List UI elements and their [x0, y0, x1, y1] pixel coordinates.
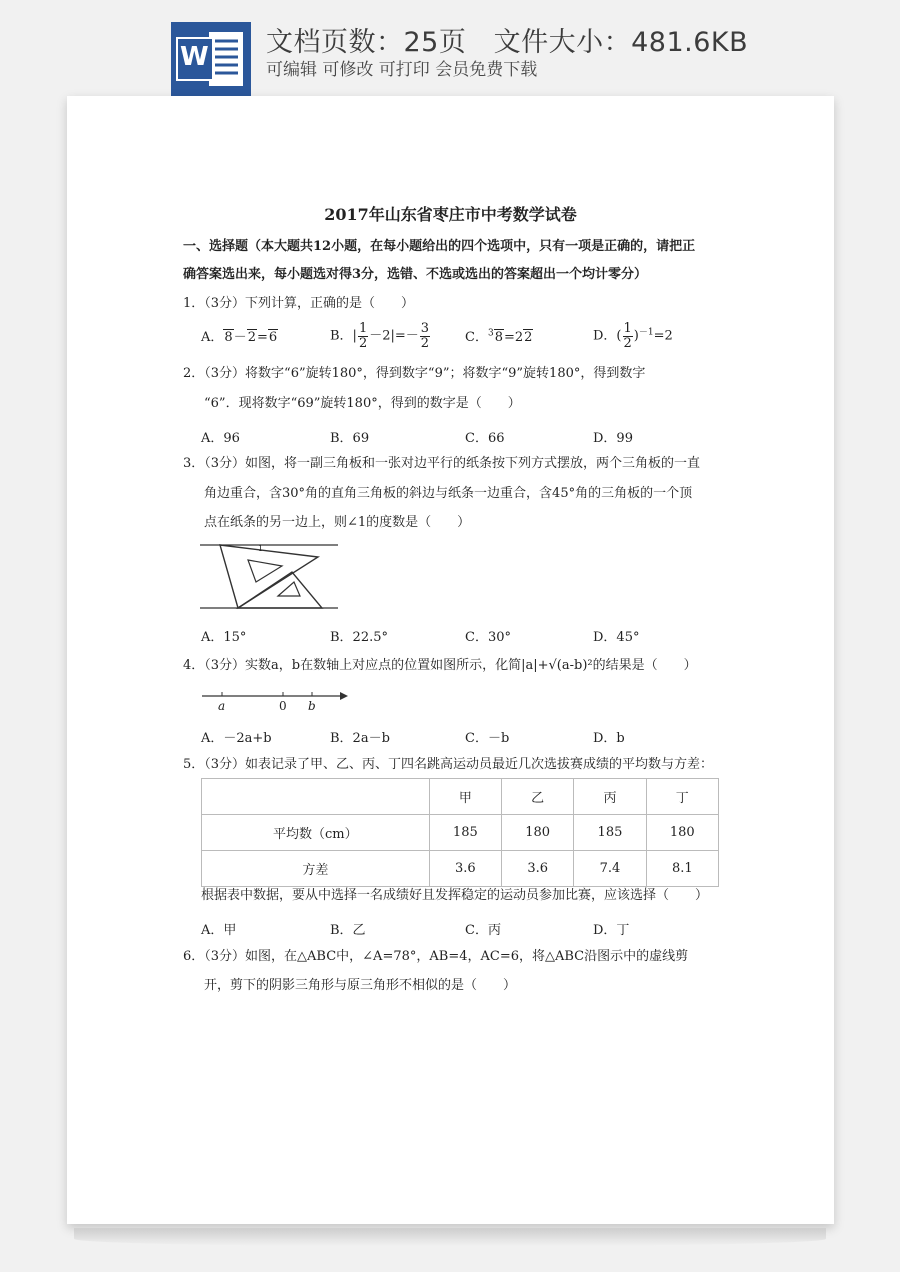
table-cell: 180: [646, 815, 718, 851]
question-2-option-c: C．66: [465, 431, 505, 446]
angle-1-label: 1: [258, 544, 264, 553]
question-2-stem-line2: “6”．现将数字“69”旋转180°，得到的数字是（ ）: [204, 396, 521, 411]
table-header-row: [202, 779, 719, 815]
question-3-option-a: A．15°: [201, 630, 247, 645]
table-cell: 3.6: [502, 851, 574, 887]
question-1-option-b: B．| $\frac{1}{2}$ －2|=－ $\frac{3}{2}$: [330, 321, 430, 351]
number-line-figure: [200, 688, 350, 714]
point-a-label: a: [218, 699, 226, 713]
question-2-stem-line1: 2．（3分）将数字“6”旋转180°，得到数字“9”；将数字“9”旋转180°，得到数字: [183, 366, 646, 381]
table-header-cell: 甲: [429, 779, 501, 815]
question-3-stem-line3: 点在纸条的另一边上，则∠1的度数是（ ）: [204, 515, 471, 530]
origin-label: 0: [279, 699, 287, 713]
table-cell: 180: [502, 815, 574, 851]
table-cell: 平均数（cm）: [202, 815, 430, 851]
file-info-title: 文档页数：25页 文件大小：481.6KB: [266, 27, 749, 58]
question-3-option-c: C．30°: [465, 630, 511, 645]
question-4-option-d: D．b: [593, 731, 625, 746]
download-banner: [0, 0, 900, 96]
table-cell: 185: [574, 815, 646, 851]
table-cell: 3.6: [429, 851, 501, 887]
table-cell: 185: [429, 815, 501, 851]
table-header-cell: 丙: [574, 779, 646, 815]
triangle-ruler-figure: [200, 540, 340, 612]
question-5-stem: 5．（3分）如表记录了甲、乙、丙、丁四名跳高运动员最近几次选拔赛成绩的平均数与方差：: [183, 757, 714, 772]
question-3-option-b: B．22.5°: [330, 630, 388, 645]
question-3-option-d: D．45°: [593, 630, 640, 645]
question-5-option-c: C．丙: [465, 923, 501, 938]
question-6-stem-line1: 6．（3分）如图，在△ABC中，∠A=78°，AB=4，AC=6，将△ABC沿图示中的虚线剪: [183, 949, 689, 964]
point-b-label: b: [308, 699, 316, 713]
table-header-cell: [202, 779, 430, 815]
question-5-option-b: B．乙: [330, 923, 366, 938]
table-cell: 方差: [202, 851, 430, 887]
table-row: [202, 851, 719, 887]
question-5-option-a: A．甲: [201, 923, 237, 938]
question-4-option-b: B．2a－b: [330, 731, 390, 746]
table-cell: 7.4: [574, 851, 646, 887]
table-cell: 8.1: [646, 851, 718, 887]
exam-title: 2017年山东省枣庄市中考数学试卷: [324, 205, 577, 224]
question-1-option-d: D．( $\frac{1}{2}$ )$^{-1}$=2: [593, 321, 673, 351]
question-1-option-a: A．8－2=6: [201, 330, 278, 345]
question-1-stem: 1．（3分）下列计算，正确的是（ ）: [183, 296, 415, 311]
table-header-cell: 乙: [502, 779, 574, 815]
question-4-option-c: C．－b: [465, 731, 510, 746]
section-heading-line1: 一、选择题（本大题共12小题，在每小题给出的四个选项中，只有一项是正确的，请把正: [183, 239, 696, 254]
question-2-option-b: B．69: [330, 431, 370, 446]
file-info-subtitle: 可编辑 可修改 可打印 会员免费下载: [266, 60, 538, 80]
document-page: [67, 96, 834, 1224]
question-2-option-a: A．96: [201, 431, 240, 446]
athlete-score-table: [201, 778, 719, 887]
section-heading-line2: 确答案选出来，每小题选对得3分，选错、不选或选出的答案超出一个均计零分）: [183, 267, 648, 282]
question-6-stem-line2: 开，剪下的阴影三角形与原三角形不相似的是（ ）: [204, 978, 517, 993]
word-icon-letter: W: [180, 42, 209, 72]
table-row: [202, 815, 719, 851]
question-5-followup: 根据表中数据，要从中选择一名成绩好且发挥稳定的运动员参加比赛，应该选择（ ）: [201, 888, 709, 903]
question-3-stem-line2: 角边重合，含30°角的直角三角板的斜边与纸条一边重合，含45°角的三角板的一个顶: [204, 486, 693, 501]
question-4-stem: 4．（3分）实数a，b在数轴上对应点的位置如图所示，化简|a|+√(a-b)²的结果是（ ）: [183, 658, 697, 673]
table-header-cell: 丁: [646, 779, 718, 815]
question-3-stem-line1: 3．（3分）如图，将一副三角板和一张对边平行的纸条按下列方式摆放，两个三角板的一直: [183, 456, 701, 471]
question-1-option-c: C．$^3$8=22: [465, 328, 533, 345]
question-4-option-a: A．－2a+b: [201, 731, 272, 746]
question-2-option-d: D．99: [593, 431, 633, 446]
page-shadow: [74, 1228, 826, 1246]
question-5-option-d: D．丁: [593, 923, 630, 938]
